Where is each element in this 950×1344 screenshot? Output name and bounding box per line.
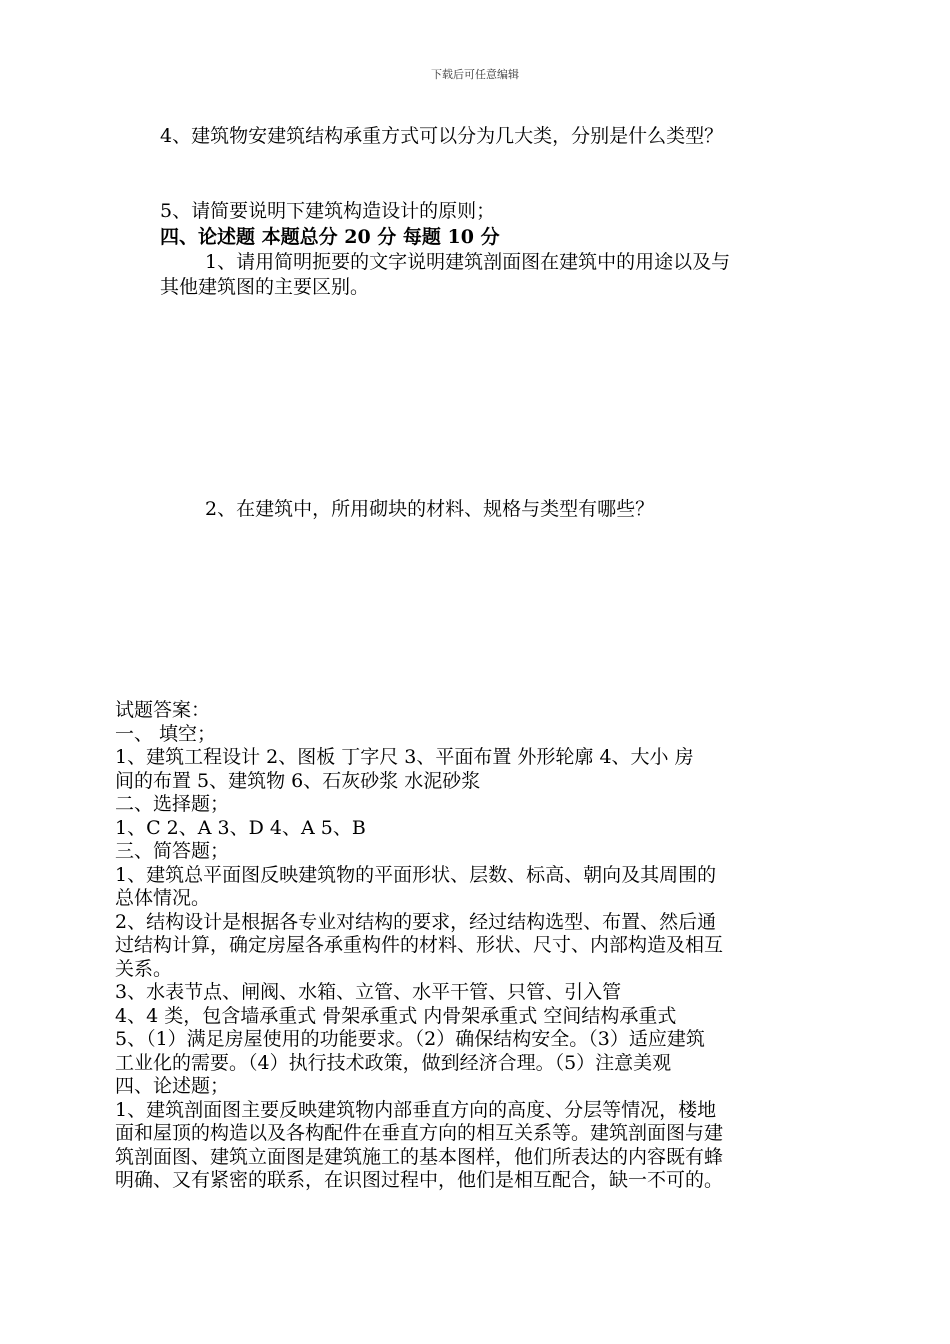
page-header: 下载后可任意编辑 [431,68,519,81]
answers-s1-line: 1、建筑工程设计 2、图板 丁字尺 3、平面布置 外形轮廓 4、大小 房 [115,746,694,768]
answers-s3-line: 工业化的需要。（4）执行技术政策，做到经济合理。（5）注意美观 [115,1051,672,1074]
question-5: 5、请简要说明下建筑构造设计的原则； [160,200,496,222]
answer-section [115,699,850,1193]
answers-s4-line: 明确、又有紧密的联系，在识图过程中，他们是相互配合，缺一不可的。 [115,1169,724,1191]
answers-s4-line: 1、建筑剖面图主要反映建筑物内部垂直方向的高度、分层等情况，楼地 [115,1098,717,1121]
section-4-title: 四、论述题 本题总分 20 分 每题 10 分 [160,226,500,248]
answers-s4-line: 面和屋顶的构造以及各构配件在垂直方向的相互关系等。建筑剖面图与建 [115,1122,724,1144]
essay-2: 2、在建筑中，所用砌块的材料、规格与类型有哪些？ [205,498,655,520]
answers-s4-title: 四、论述题； [115,1075,230,1097]
answers-s3-line: 关系。 [115,957,173,980]
answers-s1-title: 一、 填空； [115,722,217,745]
answers-s3-title: 三、简答题； [115,840,230,862]
essay-1-line-2: 其他建筑图的主要区别。 [160,276,370,298]
answers-s4-line: 筑剖面图、建筑立面图是建筑施工的基本图样，他们所表达的内容既有蜂 [115,1145,724,1168]
answers-s2-line: 1、C 2、A 3、D 4、A 5、B [115,816,366,839]
answers-s3-line: 5、（1）满足房屋使用的功能要求。（2）确保结构安全。（3）适应建筑 [115,1028,705,1050]
essay-1-line-1: 1、请用简明扼要的文字说明建筑剖面图在建筑中的用途以及与 [205,251,731,273]
answers-s2-title: 二、选择题； [115,793,230,815]
answers-s3-line: 过结构计算，确定房屋各承重构件的材料、形状、尺寸、内部构造及相互 [115,934,724,956]
answers-s3-line: 3、水表节点、闸阀、水箱、立管、水平干管、只管、引入管 [115,981,622,1003]
answers-title: 试题答案： [115,699,211,721]
answers-s3-line: 总体情况。 [115,887,211,909]
answers-s3-line: 4、4 类，包含墙承重式 骨架承重式 内骨架承重式 空间结构承重式 [115,1004,677,1027]
answers-s3-line: 1、建筑总平面图反映建筑物的平面形状、层数、标高、朝向及其周围的 [115,863,717,886]
answers-s3-line: 2、结构设计是根据各专业对结构的要求，经过结构选型、布置、然后通 [115,910,717,933]
question-4: 4、建筑物安建筑结构承重方式可以分为几大类，分别是什么类型？ [160,125,724,147]
answers-s1-line: 间的布置 5、建筑物 6、石灰砂浆 水泥砂浆 [115,769,481,792]
